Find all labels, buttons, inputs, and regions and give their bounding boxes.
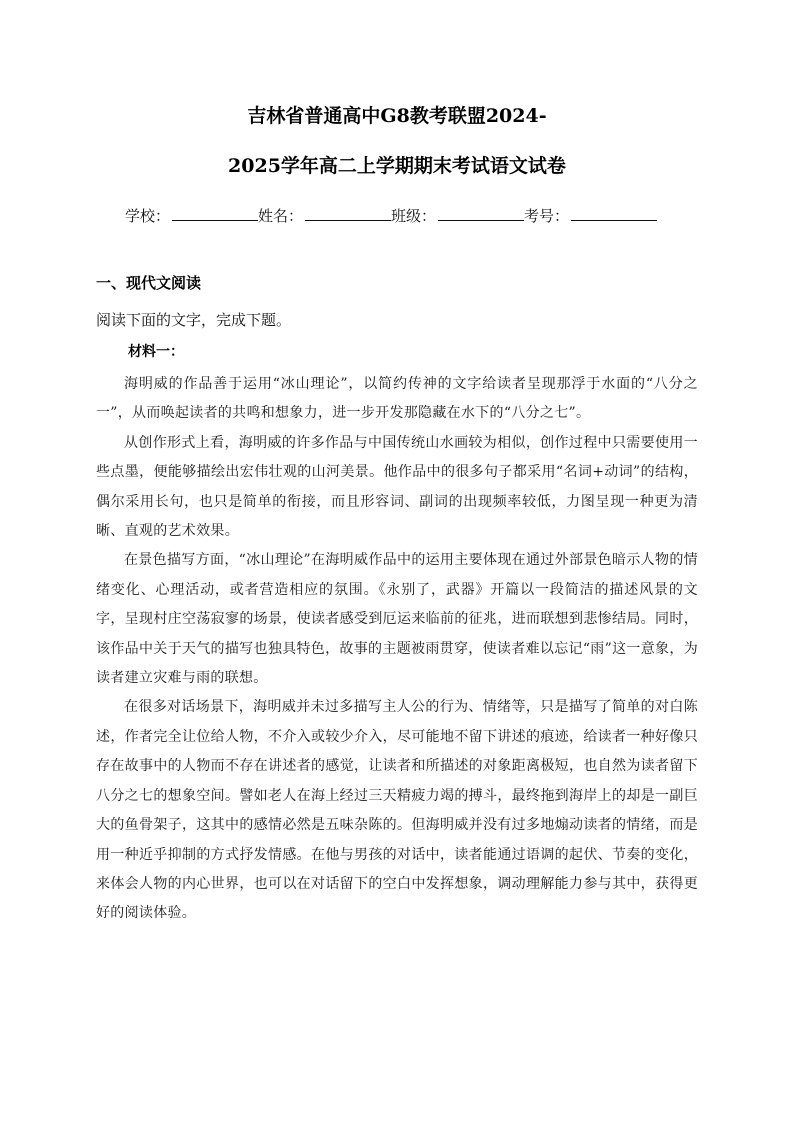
school-label: 学校： bbox=[125, 207, 171, 225]
section-heading: 一、现代文阅读 bbox=[96, 274, 202, 292]
class-blank[interactable] bbox=[438, 206, 524, 221]
name-label: 姓名： bbox=[258, 207, 304, 225]
paragraph-1: 海明威的作品善于运用“冰山理论”，以简约传神的文字给读者呈现那浮于水面的“八分之一”，从而唤起读者的共鸣和想象力，进一步开发那隐藏在水下的“八分之七”。 bbox=[96, 376, 698, 422]
paragraph-2: 从创作形式上看，海明威的许多作品与中国传统山水画较为相似，创作过程中只需要使用一些点墨，便能够描绘出宏伟壮观的山河美景。他作品中的很多句子都采用“名词+动词”的结构，偶尔采用长句，也只是简单的衔接，而且形容词、副词的出现频率较低，力图呈现一种更为清晰、直观的艺术效果。 bbox=[96, 434, 698, 540]
paragraph-3: 在景色描写方面，“冰山理论”在海明威作品中的运用主要体现在通过外部景色暗示人物的情绪变化、心理活动，或者营造相应的氛围。《永别了，武器》开篇以一段简洁的描述风景的文字，呈现村庄空荡寂寥的场景，使读者感受到厄运来临前的征兆，进而联想到悲惨结局。同时，该作品中关于天气的描写也独具特色，故事的主题被雨贯穿，使读者难以忘记“雨”这一意象，为读者建立灾难与雨的联想。 bbox=[96, 552, 698, 687]
class-field bbox=[391, 205, 524, 227]
name-blank[interactable] bbox=[305, 206, 391, 221]
class-label: 班级： bbox=[391, 207, 437, 225]
exam-title-line-1: 吉林省普通高中G8教考联盟2024- bbox=[247, 105, 547, 127]
exam-number-blank[interactable] bbox=[571, 206, 657, 221]
material-label: 材料一： bbox=[128, 344, 184, 360]
exam-number-label: 考号： bbox=[524, 207, 570, 225]
reading-instruction: 阅读下面的文字，完成下题。 bbox=[96, 311, 292, 329]
exam-title-line-2: 2025学年高二上学期期末考试语文试卷 bbox=[228, 155, 566, 177]
student-info-row bbox=[125, 205, 685, 229]
paragraph-4: 在很多对话场景下，海明威并未过多描写主人公的行为、情绪等，只是描写了简单的对白陈述，作者完全让位给人物，不介入或较少介入，尽可能地不留下讲述的痕迹，给读者一种好像只存在故事中的人物而不存在讲述者的感觉，让读者和所描述的对象距离极短，也自然为读者留下八分之七的想象空间。譬如老人在海上经过三天精疲力竭的搏斗，最终拖到海岸上的却是一副巨大的鱼骨架子，这其中的感情必然是五味杂陈的。但海明威并没有过多地煽动读者的情绪，而是用一种近乎抑制的方式抒发情感。在他与男孩的对话中，读者能通过语调的起伏、节奏的变化，来体会人物的内心世界，也可以在对话留下的空白中发挥想象，调动理解能力参与其中，获得更好的阅读体验。 bbox=[96, 699, 698, 922]
material-body bbox=[96, 370, 698, 929]
exam-number-field bbox=[524, 205, 657, 227]
school-blank[interactable] bbox=[172, 206, 258, 221]
school-field bbox=[125, 205, 258, 227]
name-field bbox=[258, 205, 391, 227]
